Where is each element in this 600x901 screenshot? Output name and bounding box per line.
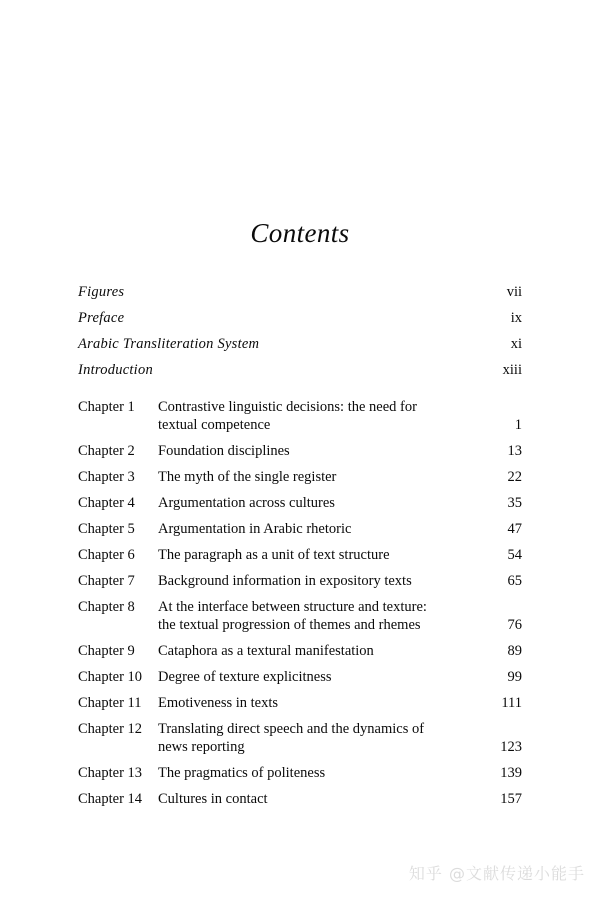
frontmatter-entry-page: vii xyxy=(506,284,522,300)
chapter-entry-title-line1: Foundation disciplines xyxy=(158,443,290,459)
chapter-entry[interactable] xyxy=(78,764,522,782)
chapter-entry-title xyxy=(158,520,478,538)
chapter-entry-title-line1: The pragmatics of politeness xyxy=(158,765,326,781)
chapter-entry-page: 139 xyxy=(500,765,522,781)
frontmatter-entry-label: Figures xyxy=(78,284,125,300)
chapter-entry-page: 157 xyxy=(500,791,522,807)
chapter-entry-title-line1: Cultures in contact xyxy=(158,791,268,807)
chapter-entry-page: 111 xyxy=(501,695,522,711)
chapter-entry-label: Chapter 10 xyxy=(78,669,143,685)
chapter-entry-title xyxy=(158,694,478,712)
frontmatter-entry-page: xi xyxy=(510,336,522,352)
chapter-entry-page: 1 xyxy=(514,417,522,433)
frontmatter-entry-label: Preface xyxy=(78,310,125,326)
frontmatter-entry-label: Arabic Transliteration System xyxy=(78,336,260,352)
chapter-entry[interactable] xyxy=(78,694,522,712)
chapter-entry-page: 35 xyxy=(507,495,522,511)
chapter-entry[interactable] xyxy=(78,520,522,538)
chapter-entry-title-line1: At the interface between structure and texture: xyxy=(158,599,427,615)
frontmatter-entry-label: Introduction xyxy=(78,362,153,378)
chapter-entry[interactable] xyxy=(78,668,522,686)
chapter-entry-title-line1: Translating direct speech and the dynamics of xyxy=(158,721,425,737)
chapter-entry-title xyxy=(158,546,478,564)
chapter-entry-label: Chapter 13 xyxy=(78,765,143,781)
chapter-entry-label: Chapter 4 xyxy=(78,495,135,511)
page-title: Contents xyxy=(250,218,350,248)
chapter-entry-label: Chapter 3 xyxy=(78,469,135,485)
chapter-entry-page: 123 xyxy=(500,739,522,755)
chapter-entry-label: Chapter 5 xyxy=(78,521,135,537)
chapter-entry-title xyxy=(158,494,478,512)
chapter-entry[interactable] xyxy=(78,494,522,512)
frontmatter-entry[interactable] xyxy=(78,336,522,362)
chapter-entry[interactable] xyxy=(78,598,522,634)
chapter-entry-page: 47 xyxy=(507,521,522,537)
chapter-entry[interactable] xyxy=(78,546,522,564)
chapter-entry-label: Chapter 14 xyxy=(78,791,143,807)
chapter-entry-title-line1: The paragraph as a unit of text structure xyxy=(158,547,390,563)
chapter-entry-label: Chapter 6 xyxy=(78,547,135,563)
chapter-entry-label: Chapter 8 xyxy=(78,599,135,615)
chapter-entry[interactable] xyxy=(78,720,522,756)
chapter-entry-title xyxy=(158,398,478,434)
chapter-entry[interactable] xyxy=(78,442,522,460)
chapter-entry-label: Chapter 2 xyxy=(78,443,135,459)
chapter-entry-title-line1: Background information in expository texts xyxy=(158,573,412,589)
chapter-entry-label: Chapter 9 xyxy=(78,643,135,659)
chapter-entry-page: 76 xyxy=(507,617,522,633)
frontmatter-entry-page: ix xyxy=(510,310,522,326)
chapter-entry-title-line1: Contrastive linguistic decisions: the need for xyxy=(158,399,417,415)
chapter-entry-title-line1: Argumentation across cultures xyxy=(158,495,335,511)
chapter-entry-label: Chapter 12 xyxy=(78,721,143,737)
chapter-entry-title xyxy=(158,442,478,460)
chapter-list xyxy=(78,398,522,808)
chapter-entry-title-line1: Argumentation in Arabic rhetoric xyxy=(158,521,352,537)
chapter-entry-title-line1: Cataphora as a textural manifestation xyxy=(158,643,374,659)
frontmatter-list xyxy=(78,284,522,388)
chapter-entry-page: 13 xyxy=(507,443,522,459)
frontmatter-entry[interactable] xyxy=(78,362,522,388)
chapter-entry[interactable] xyxy=(78,790,522,808)
toc-body xyxy=(78,284,522,816)
watermark: 知乎 @文献传递小能手 xyxy=(408,864,585,883)
chapter-entry-page: 54 xyxy=(507,547,522,563)
chapter-entry-page: 89 xyxy=(507,643,522,659)
chapter-entry-title xyxy=(158,642,478,660)
chapter-entry-page: 99 xyxy=(507,669,522,685)
frontmatter-entry[interactable] xyxy=(78,284,522,310)
chapter-entry-title xyxy=(158,720,478,756)
chapter-entry-title-line1: Degree of texture explicitness xyxy=(158,669,332,685)
chapter-entry-page: 22 xyxy=(507,469,522,485)
chapter-entry-label: Chapter 11 xyxy=(78,695,142,711)
chapter-entry-title xyxy=(158,668,478,686)
chapter-entry-title xyxy=(158,790,478,808)
frontmatter-entry[interactable] xyxy=(78,310,522,336)
chapter-entry-title-line1: The myth of the single register xyxy=(158,469,337,485)
chapter-entry-label: Chapter 1 xyxy=(78,399,135,415)
chapter-entry-title xyxy=(158,598,478,634)
chapter-entry[interactable] xyxy=(78,398,522,434)
chapter-entry-title-line1: Emotiveness in texts xyxy=(158,695,279,711)
chapter-entry-page: 65 xyxy=(507,573,522,589)
chapter-entry-title xyxy=(158,468,478,486)
chapter-entry[interactable] xyxy=(78,572,522,590)
chapter-entry-label: Chapter 7 xyxy=(78,573,135,589)
chapter-entry-title-line2: the textual progression of themes and rhemes xyxy=(158,617,421,633)
chapter-entry-title-line2: news reporting xyxy=(158,739,245,755)
chapter-entry-title-line2: textual competence xyxy=(158,417,271,433)
chapter-entry[interactable] xyxy=(78,642,522,660)
chapter-entry[interactable] xyxy=(78,468,522,486)
chapter-entry-title xyxy=(158,572,478,590)
frontmatter-entry-page: xiii xyxy=(502,362,522,378)
chapter-entry-title xyxy=(158,764,478,782)
